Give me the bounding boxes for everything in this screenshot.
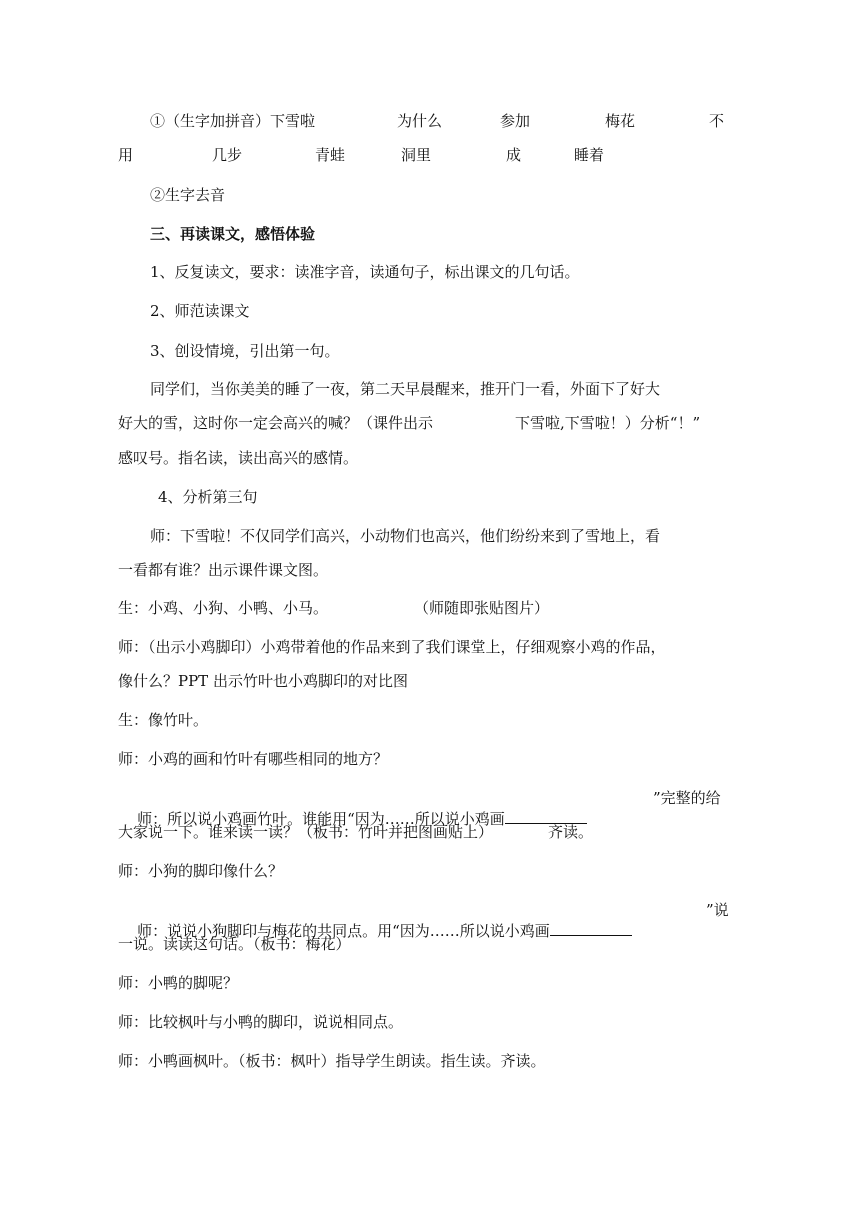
paragraph-line: 好大的雪，这时你一定会高兴的喊？（课件出示	[118, 414, 434, 432]
section-heading: 三、再读课文，感悟体验	[150, 225, 316, 243]
dialogue-line: 生：小鸡、小狗、小鸭、小马。	[118, 599, 329, 617]
vocab-word: 洞里	[401, 146, 432, 164]
dialogue-line: 师：小鸡的画和竹叶有哪些相同的地方？	[118, 750, 389, 768]
list-item-3: 3、创设情境，引出第一句。	[150, 342, 340, 360]
dialogue-text: ”完整的给	[653, 789, 721, 807]
dialogue-text: 师：说说小狗脚印与梅花的共同点。用“因为……所以说小鸡画	[137, 922, 550, 940]
fill-blank	[550, 920, 632, 936]
vocab-word: 成	[506, 146, 522, 164]
paragraph-line: 师：下雪啦！不仅同学们高兴，小动物们也高兴，他们纷纷来到了雪地上，看	[150, 527, 661, 545]
dialogue-line: 师：小鸭的脚呢？	[118, 974, 239, 992]
paragraph-line: 下雪啦,下雪啦！）分析“！”	[515, 414, 701, 432]
vocab-word: 青蛙	[315, 146, 346, 164]
step-remove-pinyin: ②生字去音	[150, 186, 226, 204]
vocab-label: ①（生字加拼音）下雪啦	[150, 112, 316, 130]
vocab-word: 睡着	[574, 146, 605, 164]
dialogue-line: 生：像竹叶。	[118, 711, 209, 729]
dialogue-line: 一说。读读这句话。（板书：梅花）	[118, 935, 351, 953]
dialogue-line: 像什么？PPT 出示竹叶也小鸡脚印的对比图	[118, 672, 408, 690]
list-item-1: 1、反复读文，要求：读准字音，读通句子，标出课文的几句话。	[150, 263, 580, 281]
dialogue-text: 师：所以说小鸡画竹叶。谁能用“因为……所以说小鸡画	[137, 810, 505, 828]
dialogue-line: 大家说一下。谁来读一读？（板书：竹叶并把图画贴上）	[118, 823, 494, 841]
dialogue-line: 师：小鸭画枫叶。（板书：枫叶）指导学生朗读。指生读。齐读。	[118, 1052, 546, 1070]
vocab-word: 几步	[212, 146, 243, 164]
paragraph-line: 同学们，当你美美的睡了一夜，第二天早晨醒来，推开门一看，外面下了好大	[150, 380, 661, 398]
dialogue-line: 师：比较枫叶与小鸭的脚印，说说相同点。	[118, 1013, 404, 1031]
vocab-word: 为什么	[397, 112, 443, 130]
dialogue-text: 齐读。	[548, 823, 594, 841]
dialogue-note: （师随即张贴图片）	[414, 599, 550, 617]
paragraph-line: 感叹号。指名读，读出高兴的感情。	[118, 449, 359, 467]
list-item-4: 4、分析第三句	[158, 488, 258, 506]
dialogue-line: 师：小狗的脚印像什么？	[118, 862, 284, 880]
vocab-word: 用	[118, 146, 134, 164]
paragraph-line: 一看都有谁？出示课件课文图。	[118, 561, 329, 579]
list-item-2: 2、师范读课文	[150, 302, 250, 320]
dialogue-text: ”说	[706, 901, 729, 919]
vocab-word: 梅花	[605, 112, 636, 130]
vocab-word: 不	[709, 112, 725, 130]
dialogue-line: 师：（出示小鸡脚印）小鸡带着他的作品来到了我们课堂上，仔细观察小鸡的作品，	[118, 638, 666, 656]
vocab-word: 参加	[500, 112, 531, 130]
